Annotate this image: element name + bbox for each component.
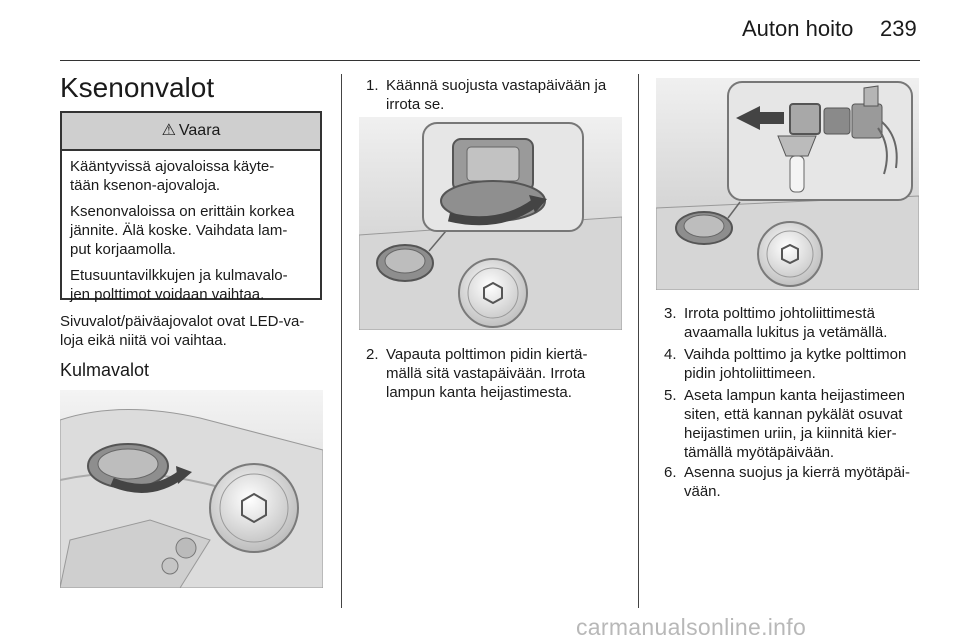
figure-bulb-removal	[656, 78, 919, 290]
step-4	[664, 345, 926, 383]
figure-cornering-light	[60, 390, 323, 588]
warning-paragraph: Ksenonvaloissa on erittäin korkea jännite. Älä koske. Vaihdata lam- put korjaamolla.	[70, 203, 295, 258]
step-3	[664, 304, 926, 342]
header-rule	[60, 60, 920, 61]
figure-cover-removal	[359, 117, 622, 330]
warning-header	[62, 113, 320, 151]
watermark: carmanualsonline.info	[576, 614, 807, 640]
page-number: 239	[880, 16, 917, 41]
step-6	[664, 463, 926, 501]
step-text: Irrota polttimo johtoliittimestä avaamalla lukitus ja vetämällä.	[684, 305, 888, 341]
step-number: 3.	[664, 305, 677, 322]
step-text: Vaihda polttimo ja kytke polttimon pidin johtoliittimeen.	[684, 346, 907, 382]
warning-triangle-icon: ⚠	[161, 122, 176, 139]
warning-paragraph: Kääntyvissä ajovaloissa käyte- tään ksenon-ajovaloja.	[70, 158, 275, 194]
subheading-kulmavalot: Kulmavalot	[60, 360, 150, 380]
column-divider-left	[341, 74, 342, 608]
step-number: 4.	[664, 346, 677, 363]
step-number: 1.	[366, 77, 379, 94]
step-text: Asenna suojus ja kierrä myötäpäi- vään.	[684, 464, 910, 500]
section-title: Ksenonvalot	[60, 72, 215, 103]
warning-body	[62, 151, 320, 304]
step-1	[366, 76, 631, 114]
step-2	[366, 345, 631, 402]
column-divider-right	[638, 74, 639, 608]
step-text: Käännä suojusta vastapäivään ja irrota se.	[386, 77, 607, 113]
warning-box	[60, 111, 322, 303]
step-number: 6.	[664, 464, 677, 481]
warning-label: Vaara	[178, 122, 221, 139]
running-header-title: Auton hoito	[742, 16, 854, 41]
step-number: 5.	[664, 387, 677, 404]
warning-paragraph: Etusuuntavilkkujen ja kulmavalo- jen polttimot voidaan vaihtaa.	[70, 267, 288, 303]
body-paragraph: Sivuvalot/päiväajovalot ovat LED-va- loja eikä niitä voi vaihtaa.	[60, 313, 305, 349]
step-number: 2.	[366, 346, 379, 363]
step-text: Vapauta polttimon pidin kiertä- mällä sitä vastapäivään. Irrota lampun kanta heijastimesta.	[386, 346, 588, 401]
step-text: Aseta lampun kanta heijastimeen siten, että kannan pykälät osuvat heijastimen uriin, ja kiinnitä kier- tämällä myötäpäivään.	[684, 387, 905, 461]
step-5	[664, 386, 926, 462]
